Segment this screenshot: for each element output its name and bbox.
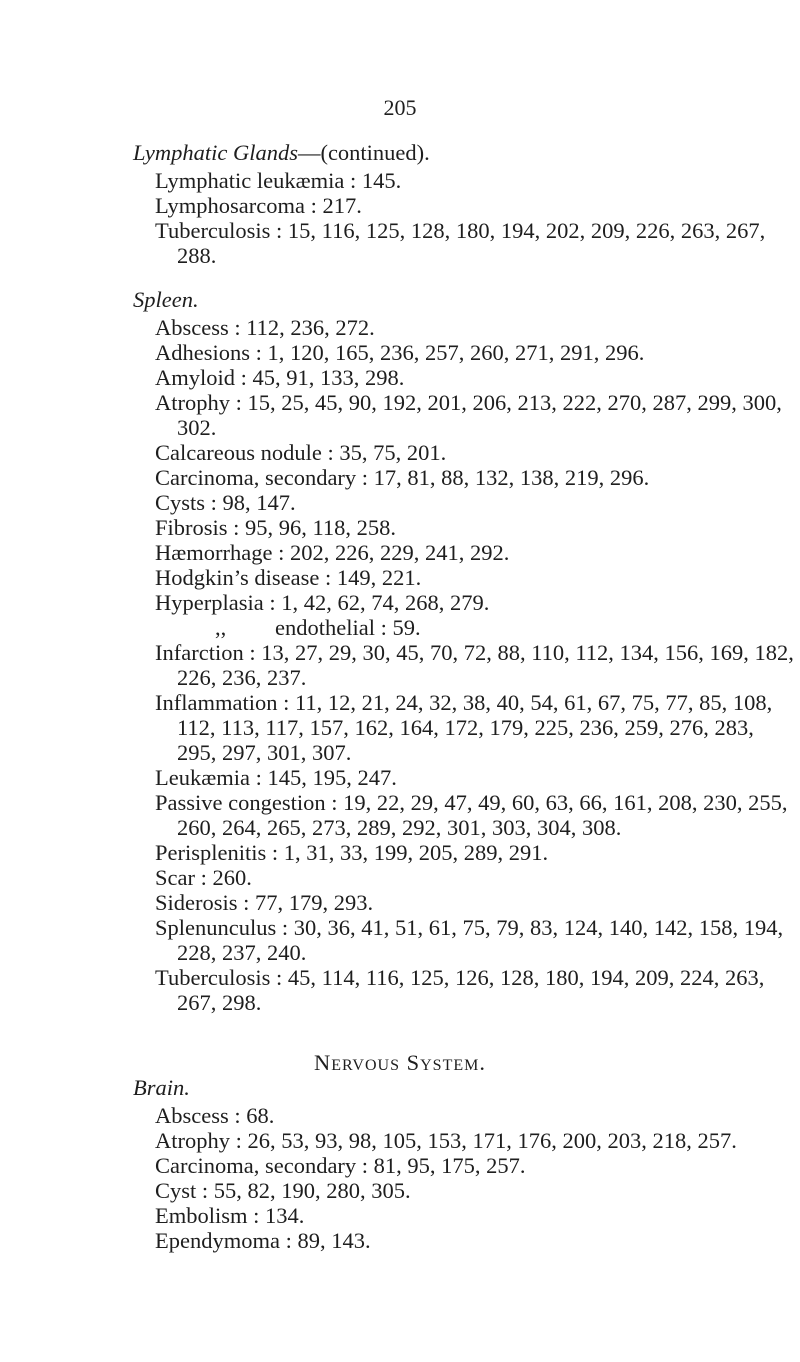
entry-text: Inflammation : 11, 12, 21, 24, 32, 38, 40, 54, 61, 67, 75, 77, 85, 108, 112, 113, 117, 157, 162, 164, 172, 179, 225, 236, 259, 276, 283, 295, 297, 301, 307. — [155, 690, 773, 765]
entry-text: Carcinoma, secondary : 81, 95, 175, 257. — [155, 1153, 526, 1178]
lymphatic-glands-title: Lymphatic Glands — [133, 140, 298, 165]
entry-text: Atrophy : 15, 25, 45, 90, 192, 201, 206, 213, 222, 270, 287, 299, 300, 302. — [155, 390, 782, 440]
entry-text: Ependymoma : 89, 143. — [155, 1228, 371, 1253]
index-entry — [155, 315, 795, 340]
entry-text: Lymphosarcoma : 217. — [155, 193, 362, 218]
index-entry — [155, 540, 795, 565]
entry-text: Lymphatic leukæmia : 145. — [155, 168, 402, 193]
index-entry — [155, 1178, 795, 1203]
index-entry — [155, 790, 795, 840]
index-entry — [155, 890, 795, 915]
brain-heading: Brain. — [133, 1075, 190, 1100]
index-entry — [155, 465, 795, 490]
entry-text: Amyloid : 45, 91, 133, 298. — [155, 365, 405, 390]
index-entry — [155, 1153, 795, 1178]
index-entry — [155, 515, 795, 540]
entry-text: Cysts : 98, 147. — [155, 490, 296, 515]
index-entry — [155, 365, 795, 390]
index-entry — [155, 690, 795, 765]
entry-text: Abscess : 68. — [155, 1103, 275, 1128]
nervous-system-heading: Nervous System. — [314, 1050, 486, 1075]
ditto-mark: ,, — [215, 615, 227, 640]
index-entry — [155, 565, 795, 590]
entry-text: Cyst : 55, 82, 190, 280, 305. — [155, 1178, 411, 1203]
entry-text: Abscess : 112, 236, 272. — [155, 315, 375, 340]
lymphatic-glands-heading — [133, 140, 430, 166]
index-entry — [155, 1128, 795, 1153]
entry-text: Passive congestion : 19, 22, 29, 47, 49, 60, 63, 66, 161, 208, 230, 255, 260, 264, 265, 273, 289, 292, 301, 303, 304, 308. — [155, 790, 788, 840]
entry-text: endothelial : 59. — [275, 615, 421, 640]
entry-text: Embolism : 134. — [155, 1203, 305, 1228]
index-entry — [155, 440, 795, 465]
entry-text: Tuberculosis : 45, 114, 116, 125, 126, 128, 180, 194, 209, 224, 263, 267, 298. — [155, 965, 765, 1015]
entry-text: Fibrosis : 95, 96, 118, 258. — [155, 515, 397, 540]
index-entry — [155, 840, 795, 865]
index-entry — [155, 193, 795, 218]
entry-text: Infarction : 13, 27, 29, 30, 45, 70, 72, 88, 110, 112, 134, 156, 169, 182, 226, 236, 237. — [155, 640, 794, 690]
index-entry — [155, 765, 795, 790]
entry-text: Hyperplasia : 1, 42, 62, 74, 268, 279. — [155, 590, 490, 615]
entry-text: Siderosis : 77, 179, 293. — [155, 890, 374, 915]
lymphatic-glands-title-suffix: —(continued). — [297, 140, 430, 165]
entry-text: Carcinoma, secondary : 17, 81, 88, 132, 138, 219, 296. — [155, 465, 650, 490]
entry-text: Hæmorrhage : 202, 226, 229, 241, 292. — [155, 540, 510, 565]
index-entry — [155, 590, 795, 615]
index-entry — [155, 915, 795, 965]
index-entry — [155, 865, 795, 890]
index-entry — [155, 1203, 795, 1228]
index-entry — [155, 390, 795, 440]
page-number: 205 — [383, 95, 417, 120]
index-entry — [155, 490, 795, 515]
entry-text: Tuberculosis : 15, 116, 125, 128, 180, 194, 202, 209, 226, 263, 267, 288. — [155, 218, 766, 268]
index-entry — [155, 1103, 795, 1128]
index-entry — [155, 1228, 795, 1253]
entry-text: Splenunculus : 30, 36, 41, 51, 61, 75, 79, 83, 124, 140, 142, 158, 194, 228, 237, 240. — [155, 915, 784, 965]
entry-text: Hodgkin’s disease : 149, 221. — [155, 565, 422, 590]
index-entry — [155, 965, 795, 1015]
entry-text: Atrophy : 26, 53, 93, 98, 105, 153, 171, 176, 200, 203, 218, 257. — [155, 1128, 737, 1153]
index-subentry — [155, 615, 800, 640]
entry-text: Leukæmia : 145, 195, 247. — [155, 765, 397, 790]
spleen-heading: Spleen. — [133, 287, 199, 312]
index-entry — [155, 640, 795, 690]
entry-text: Perisplenitis : 1, 31, 33, 199, 205, 289, 291. — [155, 840, 549, 865]
entry-text: Calcareous nodule : 35, 75, 201. — [155, 440, 447, 465]
index-entry — [155, 340, 795, 365]
index-entry — [155, 168, 795, 193]
index-entry — [155, 218, 795, 268]
entry-text: Scar : 260. — [155, 865, 252, 890]
entry-text: Adhesions : 1, 120, 165, 236, 257, 260, 271, 291, 296. — [155, 340, 645, 365]
